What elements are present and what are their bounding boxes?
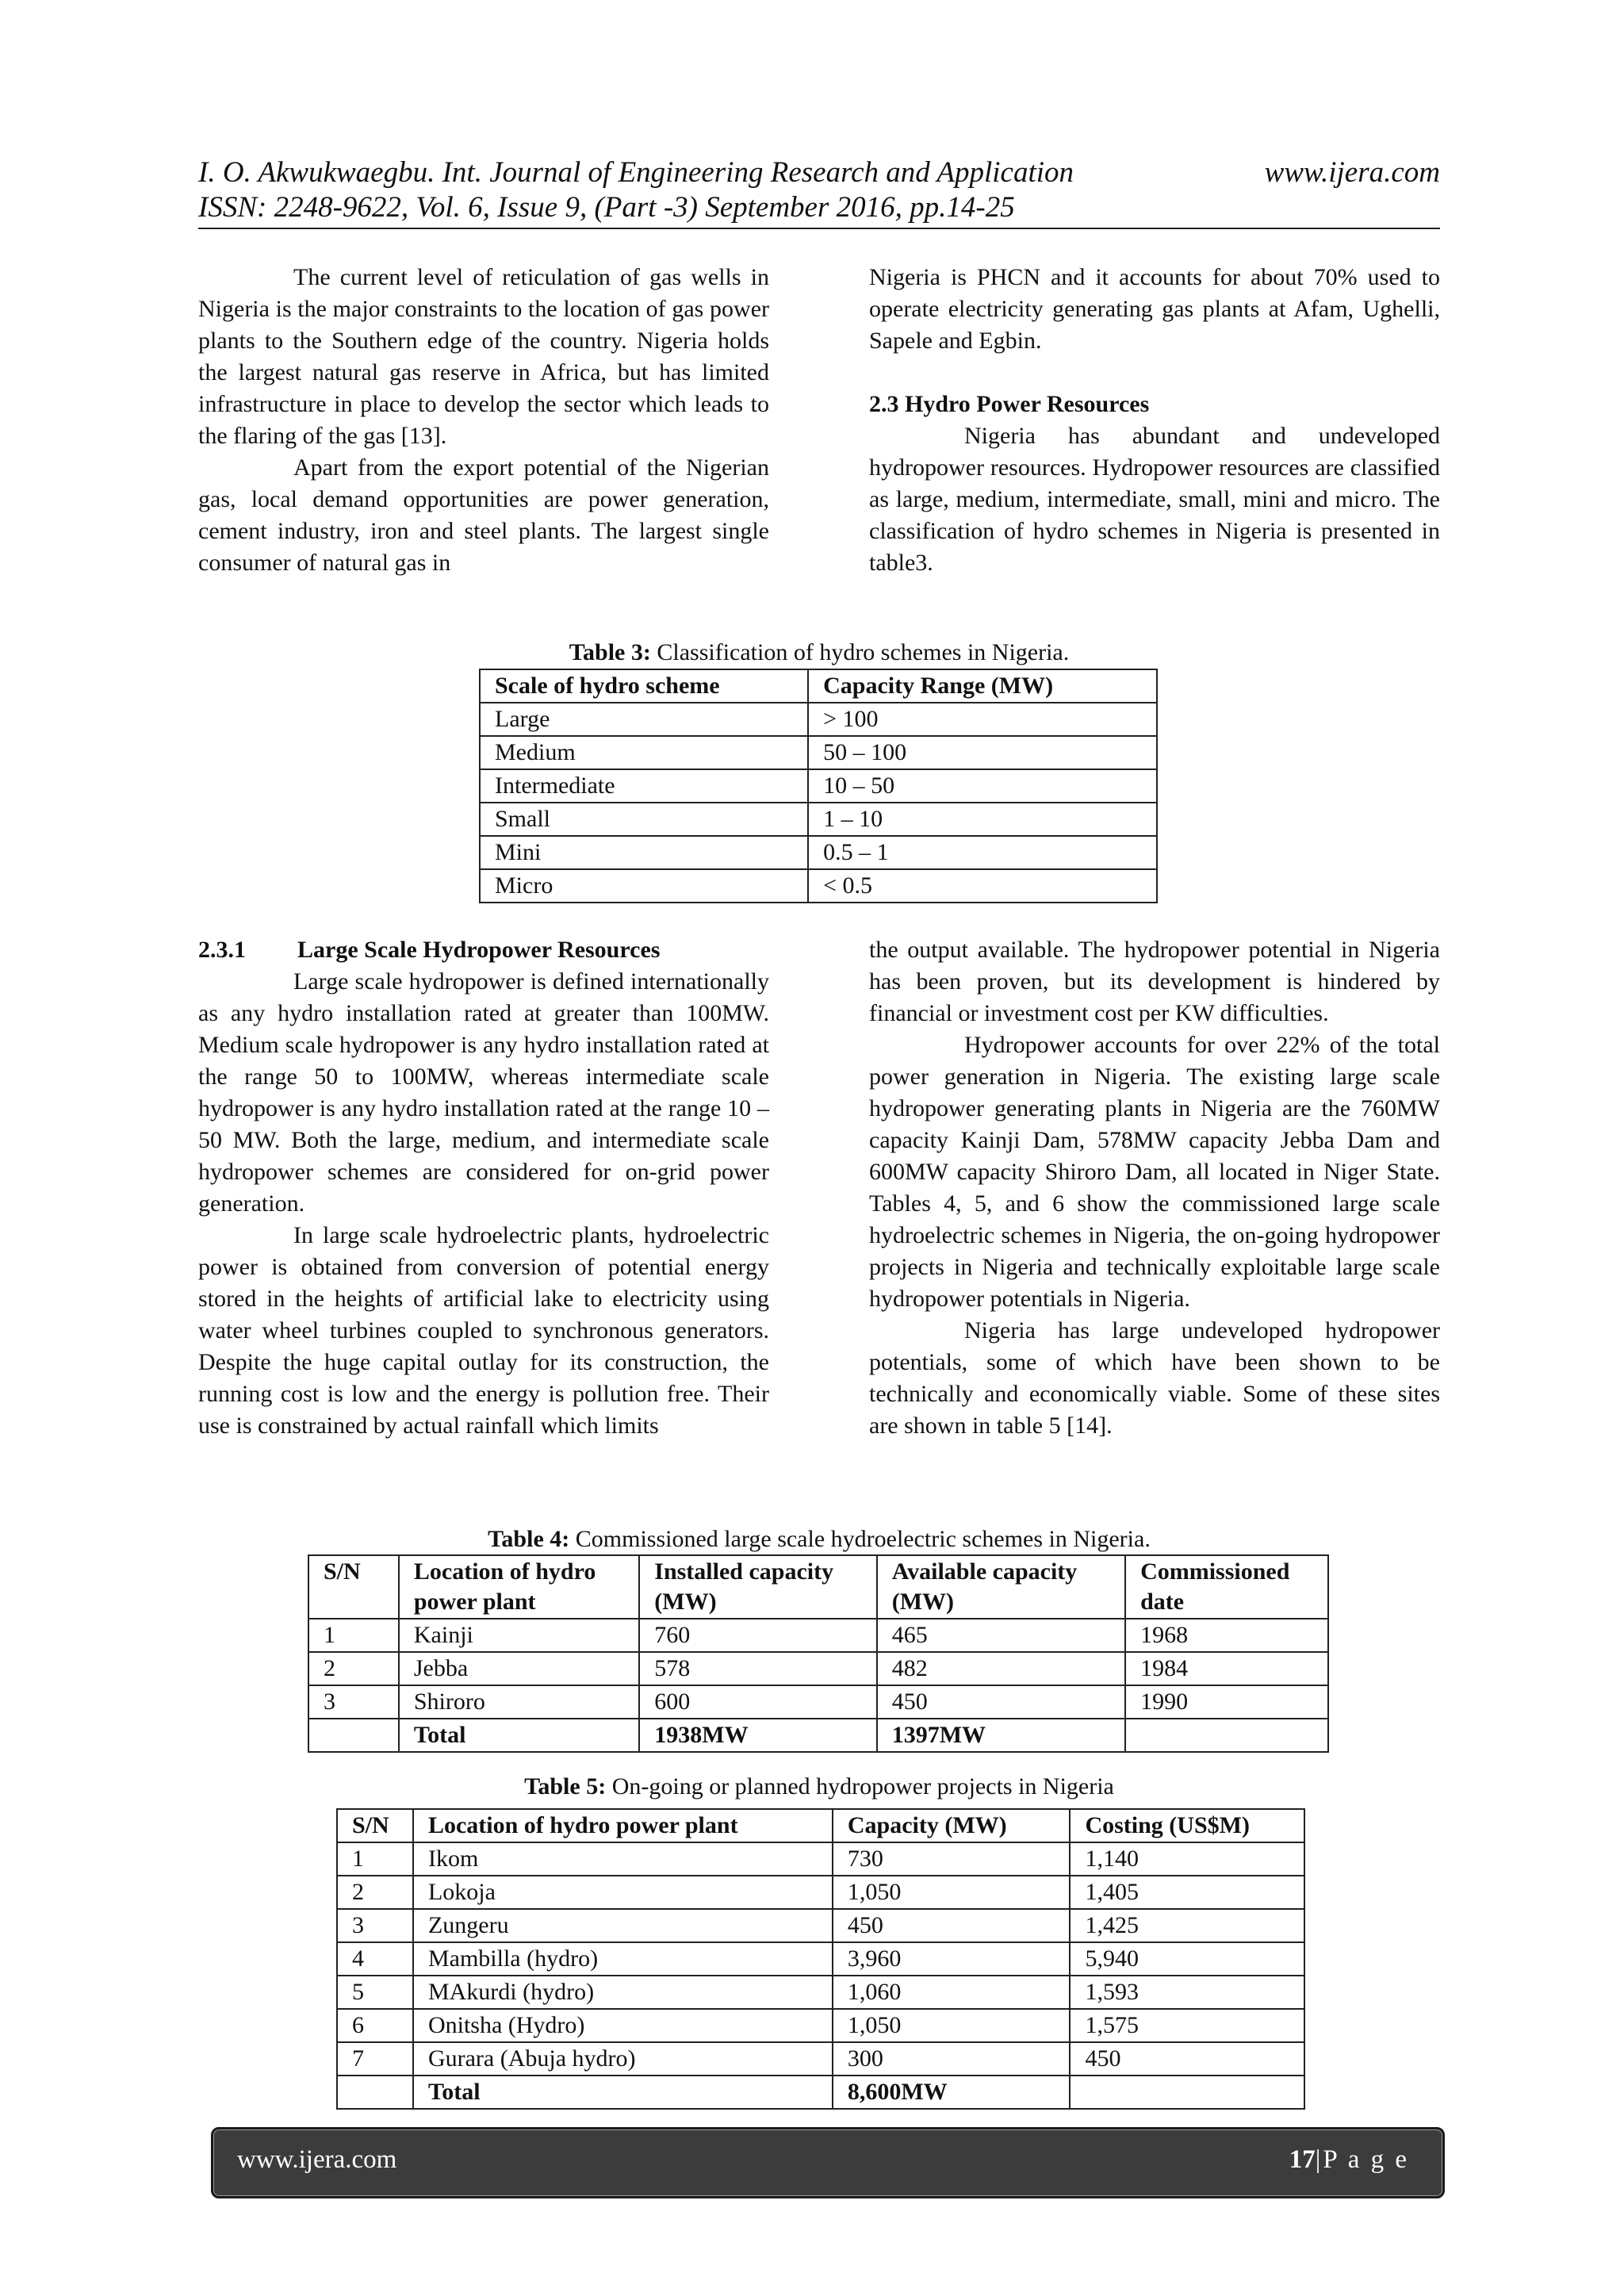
table3 (479, 669, 1158, 903)
table-cell: Total (399, 1719, 639, 1752)
table4-caption-text: Commissioned large scale hydroelectric schemes in Nigeria. (569, 1526, 1151, 1552)
section-title: Large Scale Hydropower Resources (297, 937, 661, 963)
table-cell: Large (480, 703, 808, 736)
table-row (337, 1976, 1304, 2009)
table-cell: Small (480, 803, 808, 836)
header-divider (198, 228, 1440, 229)
table-cell: 1,425 (1070, 1909, 1304, 1942)
left-column-top (198, 262, 769, 579)
page-label: |P a g e (1315, 2145, 1409, 2174)
right-column-top (869, 262, 1440, 579)
table3-caption (198, 638, 1440, 668)
page-number (1289, 2145, 1409, 2175)
table-cell: Kainji (399, 1619, 639, 1652)
table-header-cell: Installed capacity (MW) (639, 1555, 876, 1619)
table-cell: Mini (480, 836, 808, 869)
paragraph: Large scale hydropower is defined internationally as any hydro installation rated at greater than 100MW. Medium scale hydropower is any hydro installation rated at the range 50 to 100MW, whereas intermediate scale hydropower is any hydro installation rated at the range 10 – 50 MW. Both the large, medium, and intermediate scale hydropower schemes are considered for on-grid power generation. (198, 968, 769, 1217)
table4-label: Table 4: (488, 1526, 570, 1552)
table-header-cell: Location of hydro power plant (399, 1555, 639, 1619)
table-cell (1125, 1719, 1328, 1752)
table-cell: 6 (337, 2009, 413, 2042)
table-header-cell: Commissioned date (1125, 1555, 1328, 1619)
table-cell: 1,050 (833, 2009, 1071, 2042)
table4-caption (198, 1524, 1440, 1554)
table-total-row (308, 1719, 1328, 1752)
journal-line: I. O. Akwukwaegbu. Int. Journal of Engineering Research and Application (198, 156, 1074, 189)
table-cell: 482 (877, 1652, 1125, 1685)
table-cell: 3 (337, 1909, 413, 1942)
table-cell: 1984 (1125, 1652, 1328, 1685)
table-cell: 450 (1070, 2042, 1304, 2076)
paragraph: Nigeria has abundant and undeveloped hydropower resources. Hydropower resources are classified as large, medium, intermediate, small, mini and micro. The classification of hydro schemes in Nigeria is presented in table3. (869, 423, 1440, 576)
paragraph: Hydropower accounts for over 22% of the total power generation in Nigeria. The existing large scale hydropower generating plants in Nigeria are the 760MW capacity Kainji Dam, 578MW capacity Jebba Dam and 600MW capacity Shiroro Dam, all located in Niger State. Tables 4, 5, and 6 show the commissioned large scale hydroelectric schemes in Nigeria, the on-going hydropower projects in Nigeria and technically exploitable large scale hydropower potentials in Nigeria. (869, 1032, 1440, 1312)
table-cell: 5 (337, 1976, 413, 2009)
table-cell: 730 (833, 1842, 1071, 1876)
table-cell: 1968 (1125, 1619, 1328, 1652)
table-cell: 1,405 (1070, 1876, 1304, 1909)
table-cell: 1,140 (1070, 1842, 1304, 1876)
table-cell: 0.5 – 1 (808, 836, 1157, 869)
table-cell: 1990 (1125, 1685, 1328, 1719)
table-header-row (308, 1555, 1328, 1619)
table-header-row (480, 669, 1157, 703)
table-row (308, 1652, 1328, 1685)
table-row (308, 1685, 1328, 1719)
table-cell: Jebba (399, 1652, 639, 1685)
table-row (337, 2009, 1304, 2042)
table-cell: Onitsha (Hydro) (413, 2009, 833, 2042)
table-header-row (337, 1809, 1304, 1842)
table-header-cell: S/N (308, 1555, 399, 1619)
table-cell: > 100 (808, 703, 1157, 736)
table-cell: 465 (877, 1619, 1125, 1652)
table-cell: 1 (308, 1619, 399, 1652)
table-cell: Intermediate (480, 769, 808, 803)
table-row (337, 2042, 1304, 2076)
table5 (336, 1808, 1305, 2110)
table-cell: 4 (337, 1942, 413, 1976)
paragraph: the output available. The hydropower potential in Nigeria has been proven, but its development is hindered by financial or investment cost per KW difficulties. (869, 937, 1440, 1026)
table-cell: 578 (639, 1652, 876, 1685)
table-row (480, 869, 1157, 903)
table-cell: Lokoja (413, 1876, 833, 1909)
table-row (480, 803, 1157, 836)
table-row (480, 703, 1157, 736)
table5-label: Table 5: (524, 1773, 607, 1800)
section-number: 2.3.1 (198, 937, 246, 963)
table-cell: < 0.5 (808, 869, 1157, 903)
table-cell: 450 (833, 1909, 1071, 1942)
table-cell: 1,593 (1070, 1976, 1304, 2009)
table-row (337, 1876, 1304, 1909)
table-cell: 10 – 50 (808, 769, 1157, 803)
paragraph: Apart from the export potential of the Nigerian gas, local demand opportunities are power generation, cement industry, iron and steel plants. The largest single consumer of natural gas in (198, 454, 769, 576)
table-cell: 1,050 (833, 1876, 1071, 1909)
table-cell: 760 (639, 1619, 876, 1652)
table-row (480, 769, 1157, 803)
table-header-cell: Capacity Range (MW) (808, 669, 1157, 703)
section-heading-2-3-1 (198, 934, 769, 966)
page-number-value: 17 (1289, 2145, 1316, 2174)
table-row (480, 836, 1157, 869)
table-cell: 5,940 (1070, 1942, 1304, 1976)
table-total-row (337, 2076, 1304, 2109)
table5-caption-text: On-going or planned hydropower projects in Nigeria (606, 1773, 1114, 1800)
table-row (337, 1942, 1304, 1976)
header-website-link[interactable]: www.ijera.com (1264, 156, 1440, 189)
paragraph: The current level of reticulation of gas wells in Nigeria is the major constraints to the location of gas power plants to the Southern edge of the country. Nigeria holds the largest natural gas reserve in Africa, but has limited infrastructure in place to develop the sector which leads to the flaring of the gas [13]. (198, 264, 769, 449)
table-cell: 300 (833, 2042, 1071, 2076)
table-cell: 1,575 (1070, 2009, 1304, 2042)
table-cell: Shiroro (399, 1685, 639, 1719)
running-header (198, 155, 1440, 190)
table-header-cell: Available capacity (MW) (877, 1555, 1125, 1619)
right-column-middle (869, 934, 1440, 1442)
table-cell: Mambilla (hydro) (413, 1942, 833, 1976)
table4 (308, 1554, 1329, 1753)
table-cell: 2 (308, 1652, 399, 1685)
table5-caption (198, 1772, 1440, 1802)
table-cell: 50 – 100 (808, 736, 1157, 769)
table-cell: 450 (877, 1685, 1125, 1719)
paragraph: In large scale hydroelectric plants, hydroelectric power is obtained from conversion of potential energy stored in the heights of artificial lake to electricity using water wheel turbines coupled to synchronous generators. Despite the huge capital outlay for its construction, the running cost is low and the energy is pollution free. Their use is constrained by actual rainfall which limits (198, 1222, 769, 1439)
table-cell: Gurara (Abuja hydro) (413, 2042, 833, 2076)
table-cell: 1 – 10 (808, 803, 1157, 836)
table-row (480, 736, 1157, 769)
paragraph: Nigeria has large undeveloped hydropower potentials, some of which have been shown to be technically and economically viable. Some of these sites are shown in table 5 [14]. (869, 1317, 1440, 1439)
paragraph: Nigeria is PHCN and it accounts for about 70% used to operate electricity generating gas plants at Afam, Ughelli, Sapele and Egbin. (869, 264, 1440, 354)
page-footer (211, 2127, 1445, 2198)
table3-caption-text: Classification of hydro schemes in Nigeria. (650, 639, 1070, 665)
table-cell: Total (413, 2076, 833, 2109)
table-cell: 2 (337, 1876, 413, 1909)
table3-label: Table 3: (569, 639, 651, 665)
table-cell: 7 (337, 2042, 413, 2076)
table-header-cell: Costing (US$M) (1070, 1809, 1304, 1842)
table-cell: Medium (480, 736, 808, 769)
table-cell: 1,060 (833, 1976, 1071, 2009)
table-row (337, 1909, 1304, 1942)
table-cell: 600 (639, 1685, 876, 1719)
table-cell: 8,600MW (833, 2076, 1071, 2109)
table-header-cell: Location of hydro power plant (413, 1809, 833, 1842)
table-cell: 1397MW (877, 1719, 1125, 1752)
table-cell: MAkurdi (hydro) (413, 1976, 833, 2009)
table-cell: 3 (308, 1685, 399, 1719)
issn-line: ISSN: 2248-9622, Vol. 6, Issue 9, (Part -3) September 2016, pp.14-25 (198, 191, 1015, 224)
section-heading-2-3: 2.3 Hydro Power Resources (869, 391, 1150, 417)
table-header-cell: Capacity (MW) (833, 1809, 1071, 1842)
table-row (337, 1842, 1304, 1876)
table-cell: Ikom (413, 1842, 833, 1876)
table-cell (308, 1719, 399, 1752)
table-cell: Zungeru (413, 1909, 833, 1942)
table-header-cell: S/N (337, 1809, 413, 1842)
table-row (308, 1619, 1328, 1652)
table-header-cell: Scale of hydro scheme (480, 669, 808, 703)
table-cell (337, 2076, 413, 2109)
table-cell: Micro (480, 869, 808, 903)
left-column-middle (198, 934, 769, 1442)
footer-website-link[interactable]: www.ijera.com (237, 2145, 397, 2174)
table-cell: 3,960 (833, 1942, 1071, 1976)
table-cell: 1 (337, 1842, 413, 1876)
table-cell (1070, 2076, 1304, 2109)
table-cell: 1938MW (639, 1719, 876, 1752)
